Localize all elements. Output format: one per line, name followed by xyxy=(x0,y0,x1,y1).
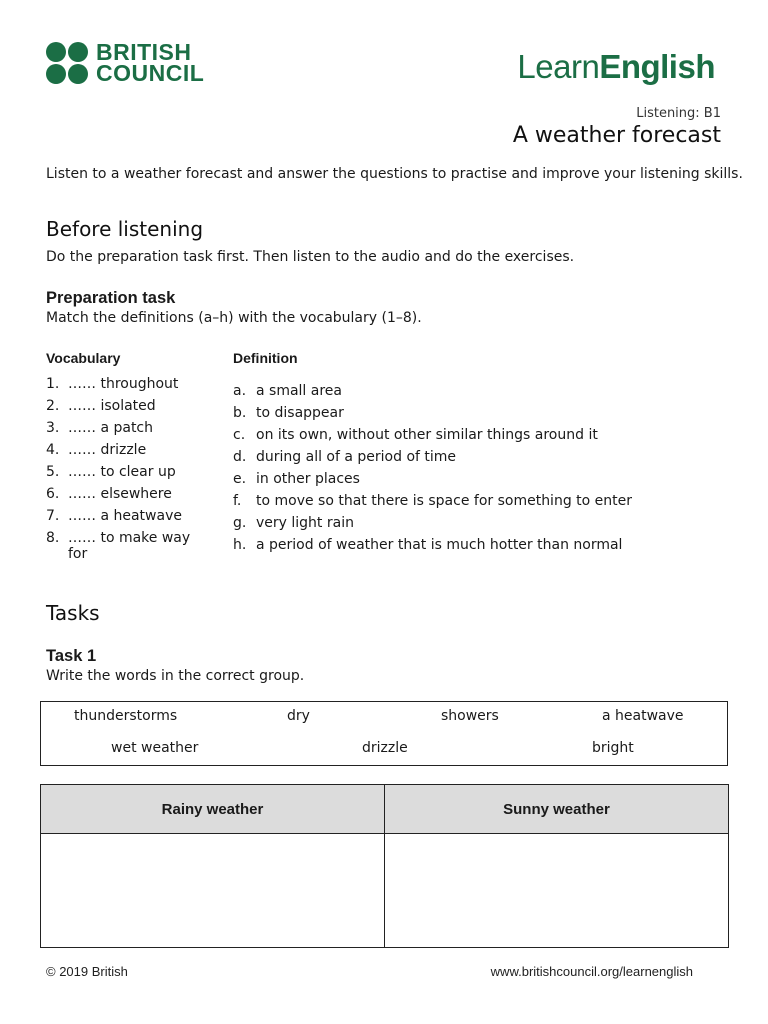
vocab-item: 6. …… elsewhere xyxy=(46,486,172,502)
word-bank-item: dry xyxy=(287,708,310,724)
definition-item: a. a small area xyxy=(233,383,342,399)
preparation-heading: Preparation task xyxy=(46,289,176,307)
vocab-item: 7. …… a heatwave xyxy=(46,508,182,524)
page-title: A weather forecast xyxy=(512,123,721,148)
word-bank-item: wet weather xyxy=(111,740,199,756)
definition-list xyxy=(233,380,733,556)
word-bank xyxy=(40,701,728,766)
definition-item: d. during all of a period of time xyxy=(233,449,457,465)
english-text: English xyxy=(599,48,715,85)
brand-line-1: BRITISH xyxy=(96,39,192,65)
definition-column-header: Definition xyxy=(233,350,298,366)
definition-item: e. in other places xyxy=(233,471,360,487)
intro-text: Listen to a weather forecast and answer the questions to practise and improve your listening skills. xyxy=(46,166,743,182)
preparation-text: Match the definitions (a–h) with the vocabulary (1–8). xyxy=(46,310,422,326)
vocab-item: 4. …… drizzle xyxy=(46,442,147,458)
vocabulary-list xyxy=(46,373,206,562)
footer-url[interactable]: www.britishcouncil.org/learnenglish xyxy=(490,964,693,979)
tasks-heading: Tasks xyxy=(46,601,100,625)
definition-item: f. to move so that there is space for something to enter xyxy=(233,493,633,509)
vocab-item: 5. …… to clear up xyxy=(46,464,176,480)
learnenglish-logo xyxy=(517,48,715,86)
logo-dots-icon xyxy=(46,42,88,84)
vocab-item: 8. …… to make way for xyxy=(46,530,191,562)
rainy-weather-header: Rainy weather xyxy=(41,785,385,834)
vocabulary-column-header: Vocabulary xyxy=(46,350,121,366)
sunny-weather-answer-cell[interactable] xyxy=(385,834,729,948)
word-bank-item: a heatwave xyxy=(602,708,684,724)
vocab-item: 1. …… throughout xyxy=(46,376,179,392)
definition-item: h. a period of weather that is much hotter than normal xyxy=(233,537,623,553)
definition-item: b. to disappear xyxy=(233,405,344,421)
footer-copyright: © 2019 British xyxy=(46,964,128,979)
word-bank-item: drizzle xyxy=(362,740,408,756)
word-bank-item: showers xyxy=(441,708,499,724)
grouping-table xyxy=(40,784,729,948)
definition-item: g. very light rain xyxy=(233,515,354,531)
before-listening-heading: Before listening xyxy=(46,217,204,241)
word-bank-item: bright xyxy=(592,740,634,756)
word-bank-item: thunderstorms xyxy=(74,708,178,724)
task1-instructions: Write the words in the correct group. xyxy=(46,668,305,684)
rainy-weather-answer-cell[interactable] xyxy=(41,834,385,948)
definition-item: c. on its own, without other similar things around it xyxy=(233,427,598,443)
learn-text: Learn xyxy=(517,48,600,85)
before-listening-text: Do the preparation task first. Then listen to the audio and do the exercises. xyxy=(46,249,575,265)
level-label: Listening: B1 xyxy=(636,106,721,121)
vocab-item: 2. …… isolated xyxy=(46,398,156,414)
british-council-logo xyxy=(46,39,205,86)
brand-line-2: COUNCIL xyxy=(96,60,205,86)
vocab-item: 3. …… a patch xyxy=(46,420,154,436)
sunny-weather-header: Sunny weather xyxy=(385,785,729,834)
task1-heading: Task 1 xyxy=(46,647,97,665)
